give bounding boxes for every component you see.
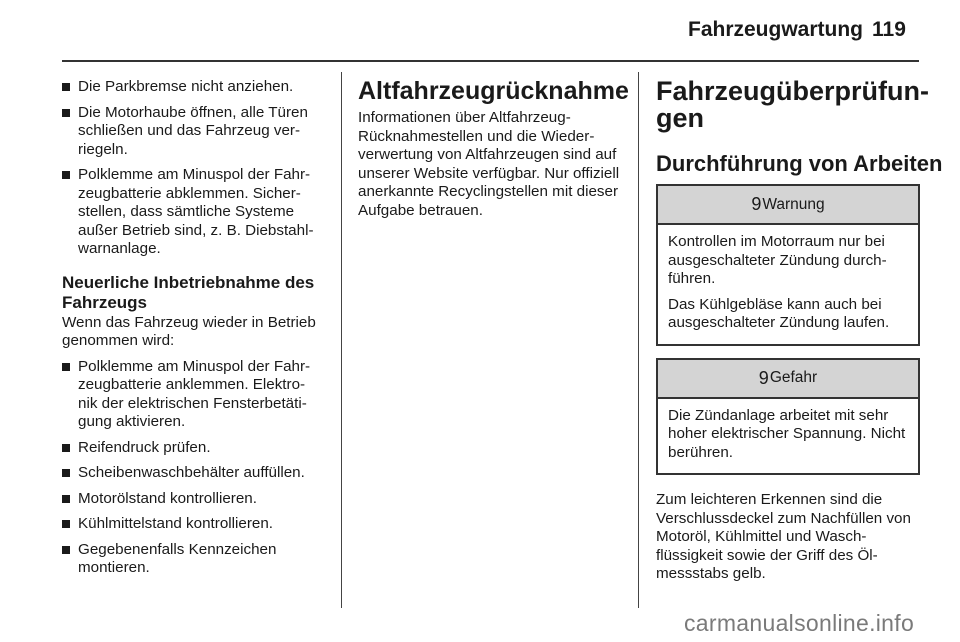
bullet-square-icon [62, 495, 70, 503]
section-heading-vehicle-checks: Fahrzeugüberprüfun-gen [656, 76, 929, 133]
running-header-title: Fahrzeugwartung [688, 18, 864, 41]
danger-triangle-icon: 9 [758, 367, 769, 388]
storage-steps-list [62, 78, 324, 259]
column-divider-1 [341, 72, 342, 608]
section-heading-recommission: Neuerliche Inbetriebnahme des Fahrzeugs [62, 272, 315, 312]
bullet-square-icon [62, 363, 70, 371]
warning-title: Warnung [762, 195, 825, 213]
warning-triangle-icon: 9 [751, 194, 762, 214]
danger-box-body [658, 399, 918, 474]
recommission-steps-list [62, 358, 324, 578]
list-item: Polklemme am Minuspol der Fahr-zeugbatterie abklemmen. Sicher-stellen, dass sämtliche Systeme außer Betrieb sind, z. B. Diebstahl-warnanlage. [62, 166, 324, 259]
list-item: Polklemme am Minuspol der Fahr-zeugbatterie anklemmen. Elektro-nik der elektrischen Fensterbetäti-gung aktivieren. [62, 358, 324, 432]
list-item: Die Parkbremse nicht anziehen. [62, 78, 324, 97]
list-item: Reifendruck prüfen. [62, 439, 324, 458]
column-right [656, 76, 943, 591]
column-middle [358, 77, 629, 227]
list-item: Scheibenwaschbehälter auffüllen. [62, 464, 324, 483]
list-item: Die Motorhaube öffnen, alle Türen schließen und das Fahrzeug ver-riegeln. [62, 104, 324, 160]
bullet-square-icon [62, 469, 70, 477]
end-of-life-text: Informationen über Altfahrzeug-Rücknahmestellen und die Wieder-verwertung von Altfahrzeugen sind auf unserer Website verfügbar. Nur offiziell anerkannte Recyclingstellen mit dieser Aufgabe betrauen. [358, 109, 620, 219]
column-divider-2 [638, 72, 639, 608]
warning-text-1: Kontrollen im Motorraum nur bei ausgeschalteter Zündung durch-führen. [668, 233, 887, 287]
bullet-square-icon [62, 520, 70, 528]
warning-box [656, 184, 920, 346]
column-left [62, 78, 324, 585]
recommission-intro: Wenn das Fahrzeug wieder in Betrieb genommen wird: [62, 313, 316, 349]
warning-box-body [658, 225, 918, 344]
list-item: Gegebenenfalls Kennzeichen montieren. [62, 541, 324, 578]
warning-box-header [658, 186, 918, 225]
danger-box-header [658, 360, 918, 399]
bullet-square-icon [62, 83, 70, 91]
bullet-square-icon [62, 109, 70, 117]
section-heading-end-of-life: Altfahrzeugrücknahme [358, 77, 629, 105]
danger-title: Gefahr [769, 369, 818, 386]
bullet-square-icon [62, 171, 70, 179]
list-item: Motorölstand kontrollieren. [62, 490, 324, 509]
bullet-square-icon [62, 546, 70, 554]
page-number: 119 [872, 18, 906, 41]
danger-text: Die Zündanlage arbeitet mit sehr hoher elektrischer Spannung. Nicht berühren. [668, 406, 906, 461]
list-item: Kühlmittelstand kontrollieren. [62, 515, 324, 534]
bullet-square-icon [62, 444, 70, 452]
header-divider [62, 60, 919, 62]
filler-caps-text: Zum leichteren Erkennen sind die Verschlussdeckel zum Nachfüllen von Motoröl, Kühlmittel und Wasch-flüssigkeit sowie der Griff des Öl-messstabs gelb. [656, 491, 911, 582]
watermark-text: carmanualsonline.info [684, 610, 915, 636]
danger-box [656, 358, 920, 476]
subheading-performing-work: Durchführung von Arbeiten [656, 151, 943, 176]
warning-text-2: Das Kühlgebläse kann auch bei ausgeschalteter Zündung laufen. [668, 295, 890, 331]
